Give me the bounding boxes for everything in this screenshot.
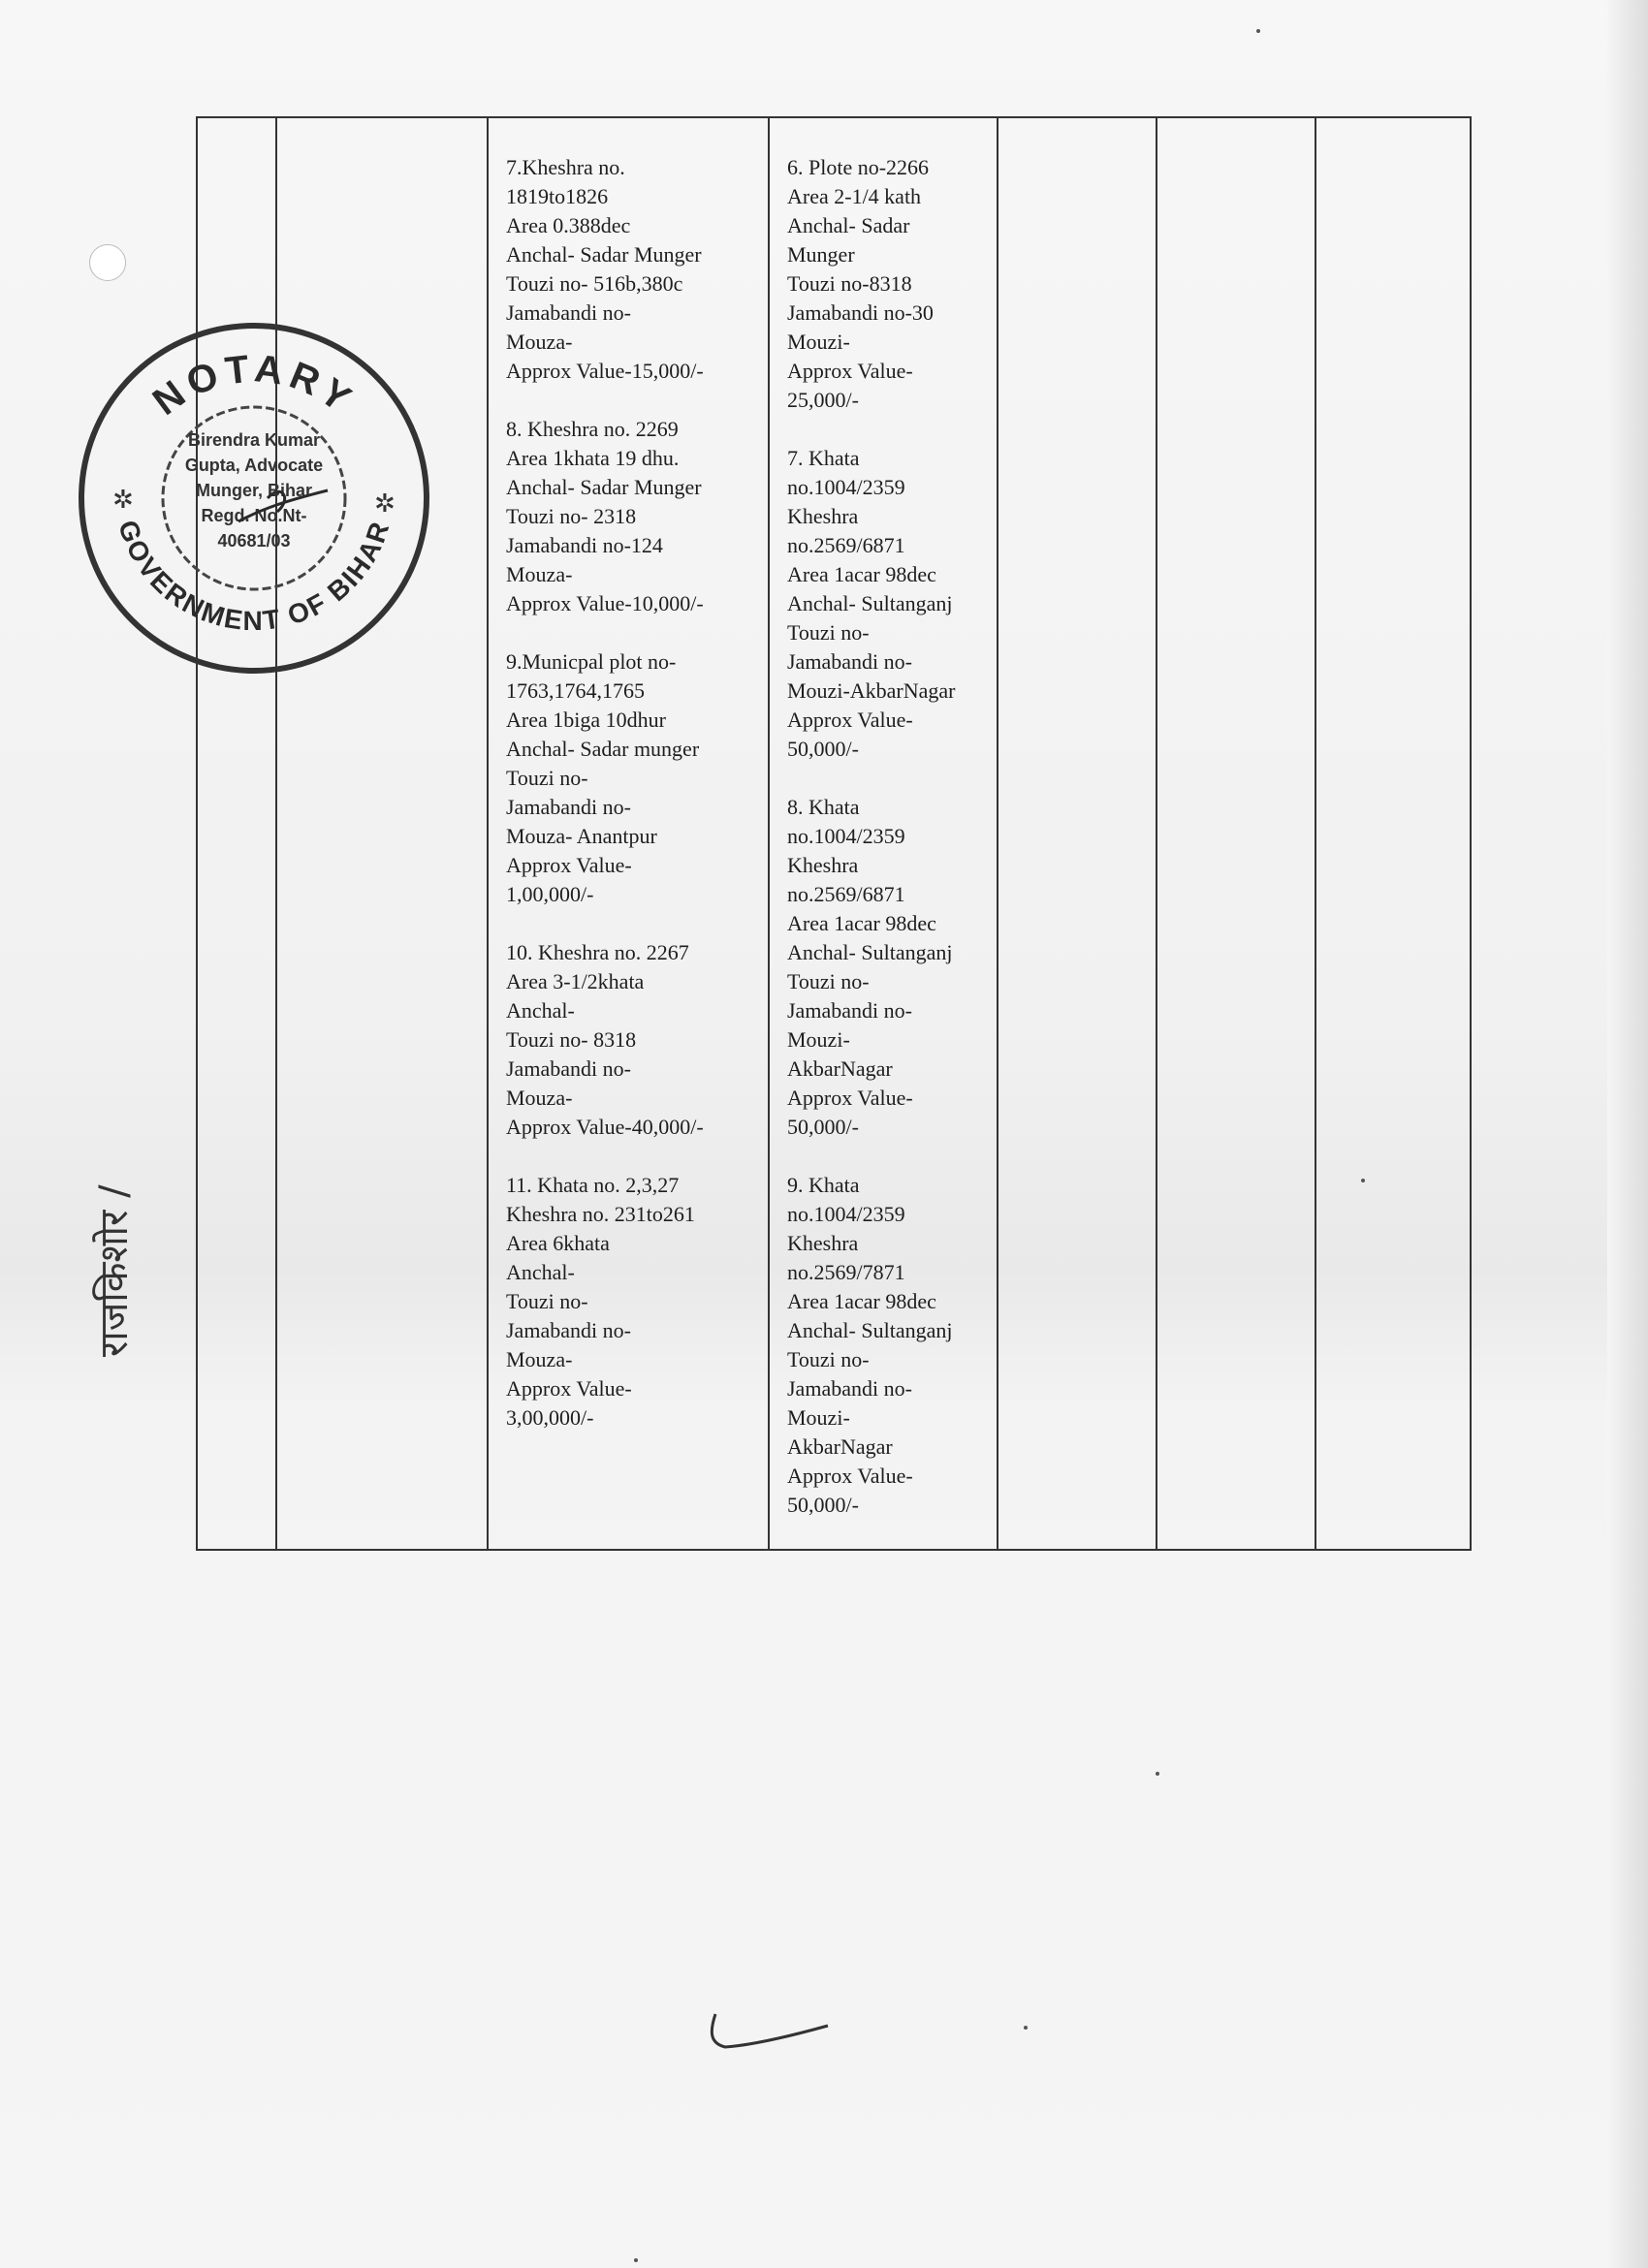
stamp-bottom-text: GOVERNMENT OF BIHAR	[112, 516, 396, 637]
speck	[1361, 1179, 1365, 1182]
svg-text:NOTARY	[145, 347, 363, 424]
notary-stamp	[74, 318, 434, 678]
speck	[1256, 29, 1260, 33]
stamp-line-3: Munger, Bihar	[195, 481, 313, 500]
table-column-6	[1157, 118, 1316, 1549]
table-column-7	[1316, 118, 1474, 1549]
speck	[1156, 1772, 1159, 1776]
stamp-line-4: Regd. No.Nt-	[201, 506, 307, 525]
table-column-3	[489, 118, 770, 1549]
stamp-star-left: ✲	[112, 486, 134, 515]
punch-hole	[89, 244, 126, 281]
tick-mark	[706, 2006, 832, 2064]
stamp-top-text: NOTARY	[144, 347, 364, 425]
stamp-line-5: 40681/03	[217, 531, 291, 551]
page-edge-shadow	[1607, 0, 1648, 2268]
stamp-line-1: Birendra Kumar	[187, 430, 321, 450]
table-column-4	[770, 118, 998, 1549]
stamp-star-right: ✲	[374, 489, 396, 519]
stamp-line-2: Gupta, Advocate	[184, 456, 324, 475]
immovable-property-list-b: 6. Plote no-2266 Area 2-1/4 kath Anchal- Sadar Munger Touzi no-8318 Jamabandi no-30 Mouzi- Approx Value- 25,000/- 7. Khata no.1004/2359 Kheshra no.2569/6871 Area 1acar 98dec Anchal- Sultanganj Touzi no- Jamabandi no- Mouzi-AkbarNagar Approx Value- 50,000/- 8. Khata no.1004/2359 Kheshra no.2569/6871 Area 1acar 98dec Anchal- Sultanganj Touzi no- Jamabandi no- Mouzi- AkbarNagar Approx Value- 50,000/- 9. Khata no.1004/2359 Kheshra no.2569/7871 Area 1acar 98dec Anchal- Sultanganj Touzi no- Jamabandi no- Mouzi- AkbarNagar Approx Value- 50,000/-	[787, 155, 956, 1517]
immovable-property-list-a: 7.Kheshra no. 1819to1826 Area 0.388dec Anchal- Sadar Munger Touzi no- 516b,380c Jamabandi no- Mouza- Approx Value-15,000/- 8. Kheshra no. 2269 Area 1khata 19 dhu. Anchal- Sadar Munger Touzi no- 2318 Jamabandi no-124 Mouza- Approx Value-10,000/- 9.Municpal plot no- 1763,1764,1765 Area 1biga 10dhur Anchal- Sadar munger Touzi no- Jamabandi no- Mouza- Anantpur Approx Value- 1,00,000/- 10. Kheshra no. 2267 Area 3-1/2khata Anchal- Touzi no- 8318 Jamabandi no- Mouza- Approx Value-40,000/- 11. Khata no. 2,3,27 Kheshra no. 231to261 Area 6khata Anchal- Touzi no- Jamabandi no- Mouza- Approx Value- 3,00,000/-	[506, 155, 704, 1430]
handwritten-signature: राजकिशोर /	[92, 1184, 137, 1357]
table-column-5	[998, 118, 1157, 1549]
speck	[634, 2258, 638, 2262]
speck	[1024, 2026, 1028, 2030]
